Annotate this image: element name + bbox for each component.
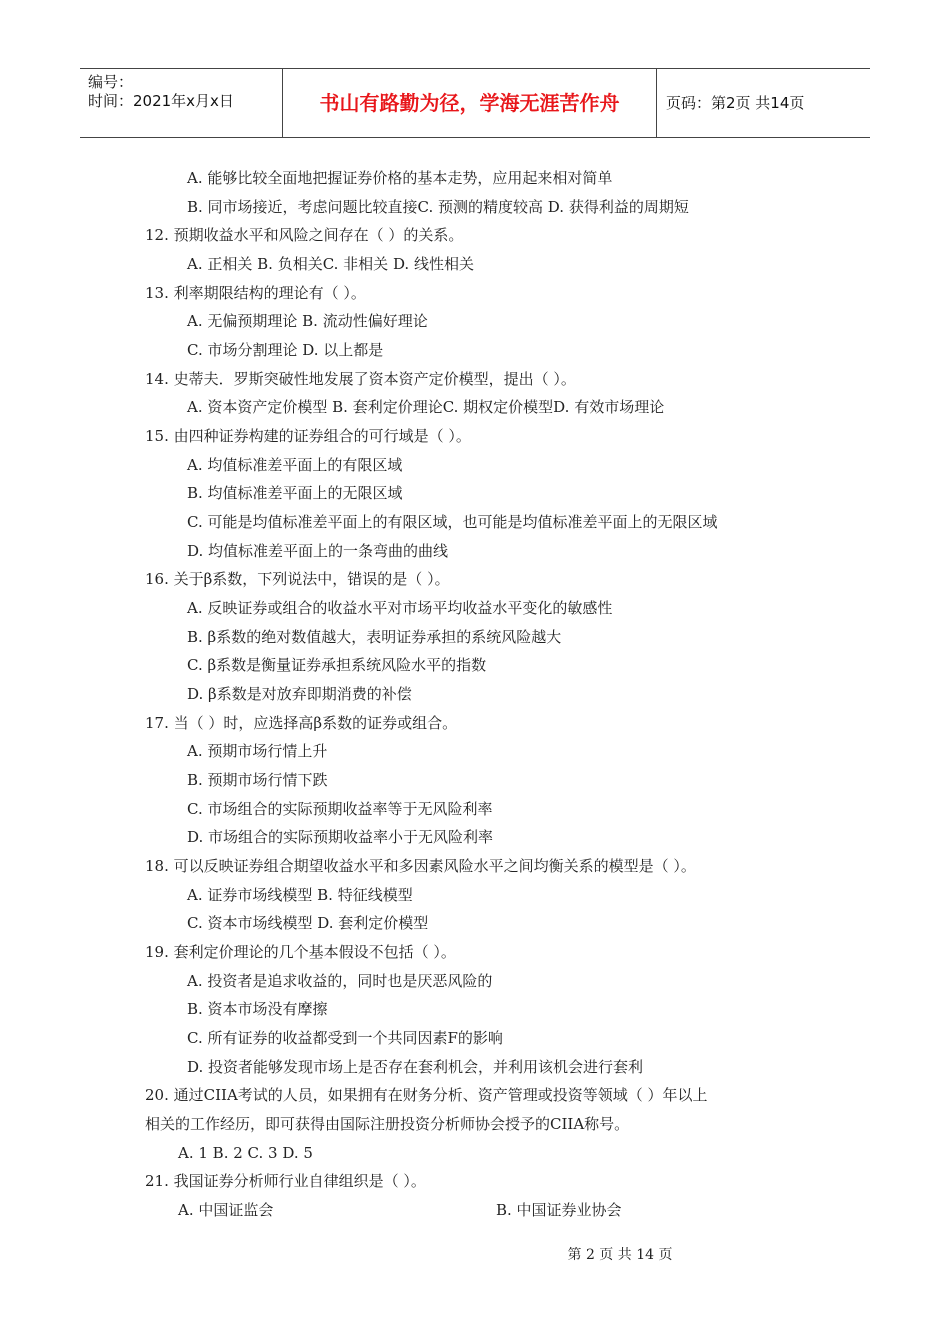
option-line: A. 预期市场行情上升	[187, 742, 328, 760]
option-b: B. 中国证券业协会	[496, 1201, 622, 1219]
option-line: D. 投资者能够发现市场上是否存在套利机会，并利用该机会进行套利	[187, 1058, 644, 1076]
option-line: B. 均值标准差平面上的无限区域	[187, 484, 403, 502]
option-line: A. 反映证券或组合的收益水平对市场平均收益水平变化的敏感性	[187, 599, 613, 617]
question-line: 13. 利率期限结构的理论有（ ）。	[145, 284, 366, 302]
option-line: B. β系数的绝对数值越大，表明证券承担的系统风险越大	[187, 628, 562, 646]
option-line: A. 能够比较全面地把握证券价格的基本走势，应用起来相对简单	[187, 169, 613, 187]
option-line: D. 均值标准差平面上的一条弯曲的曲线	[187, 542, 449, 560]
question-line: 12. 预期收益水平和风险之间存在（ ）的关系。	[145, 226, 464, 244]
option-line: A. 正相关 B. 负相关C. 非相关 D. 线性相关	[187, 255, 474, 273]
option-line: A. 均值标准差平面上的有限区域	[187, 456, 403, 474]
question-line: 16. 关于β系数，下列说法中，错误的是（ ）。	[145, 570, 450, 588]
page-footer	[0, 1244, 950, 1264]
option-line: A. 1 B. 2 C. 3 D. 5	[178, 1144, 313, 1162]
header-left-cell	[80, 69, 283, 137]
question-line: 19. 套利定价理论的几个基本假设不包括（ ）。	[145, 943, 456, 961]
page-header	[80, 68, 870, 138]
option-a: A. 中国证监会	[178, 1201, 274, 1219]
question-continuation-line: 相关的工作经历，即可获得由国际注册投资分析师协会授予的CIIA称号。	[145, 1115, 630, 1133]
option-line: C. 市场分割理论 D. 以上都是	[187, 341, 384, 359]
motto: 书山有路勤为径，学海无涯苦作舟	[283, 69, 657, 137]
number-label: 编号：	[88, 73, 134, 91]
option-line: A. 资本资产定价模型 B. 套利定价理论C. 期权定价模型D. 有效市场理论	[187, 398, 665, 416]
time-label: 时间：2021年x月x日	[88, 92, 234, 110]
option-line: A. 投资者是追求收益的，同时也是厌恶风险的	[187, 972, 493, 990]
option-line: A. 无偏预期理论 B. 流动性偏好理论	[187, 312, 428, 330]
option-line: A. 证券市场线模型 B. 特征线模型	[187, 886, 413, 904]
question-line: 21. 我国证券分析师行业自律组织是（ ）。	[145, 1172, 426, 1190]
option-line: D. β系数是对放弃即期消费的补偿	[187, 685, 412, 703]
page-info: 页码：第2页 共14页	[666, 94, 805, 112]
option-line: C. 资本市场线模型 D. 套利定价模型	[187, 914, 429, 932]
question-line: 18. 可以反映证券组合期望收益水平和多因素风险水平之间均衡关系的模型是（ ）。	[145, 857, 696, 875]
option-line: D. 市场组合的实际预期收益率小于无风险利率	[187, 828, 494, 846]
question-line: 20. 通过CIIA考试的人员，如果拥有在财务分析、资产管理或投资等领域（ ）年以上	[145, 1086, 708, 1104]
option-line: B. 资本市场没有摩擦	[187, 1000, 328, 1018]
question-line: 14. 史蒂夫．罗斯突破性地发展了资本资产定价模型，提出（ ）。	[145, 370, 576, 388]
option-line: B. 预期市场行情下跌	[187, 771, 328, 789]
footer-page-number: 第 2 页 共 14 页	[567, 1247, 673, 1263]
option-line: C. 可能是均值标准差平面上的有限区域，也可能是均值标准差平面上的无限区域	[187, 513, 718, 531]
option-line: C. 所有证券的收益都受到一个共同因素F的影响	[187, 1029, 503, 1047]
question-line: 17. 当（ ）时，应选择高β系数的证券或组合。	[145, 714, 458, 732]
question-line: 15. 由四种证券构建的证券组合的可行域是（ ）。	[145, 427, 471, 445]
option-line: C. 市场组合的实际预期收益率等于无风险利率	[187, 800, 493, 818]
option-line: C. β系数是衡量证券承担系统风险水平的指数	[187, 656, 487, 674]
option-line: B. 同市场接近，考虑问题比较直接C. 预测的精度较高 D. 获得利益的周期短	[187, 198, 689, 216]
